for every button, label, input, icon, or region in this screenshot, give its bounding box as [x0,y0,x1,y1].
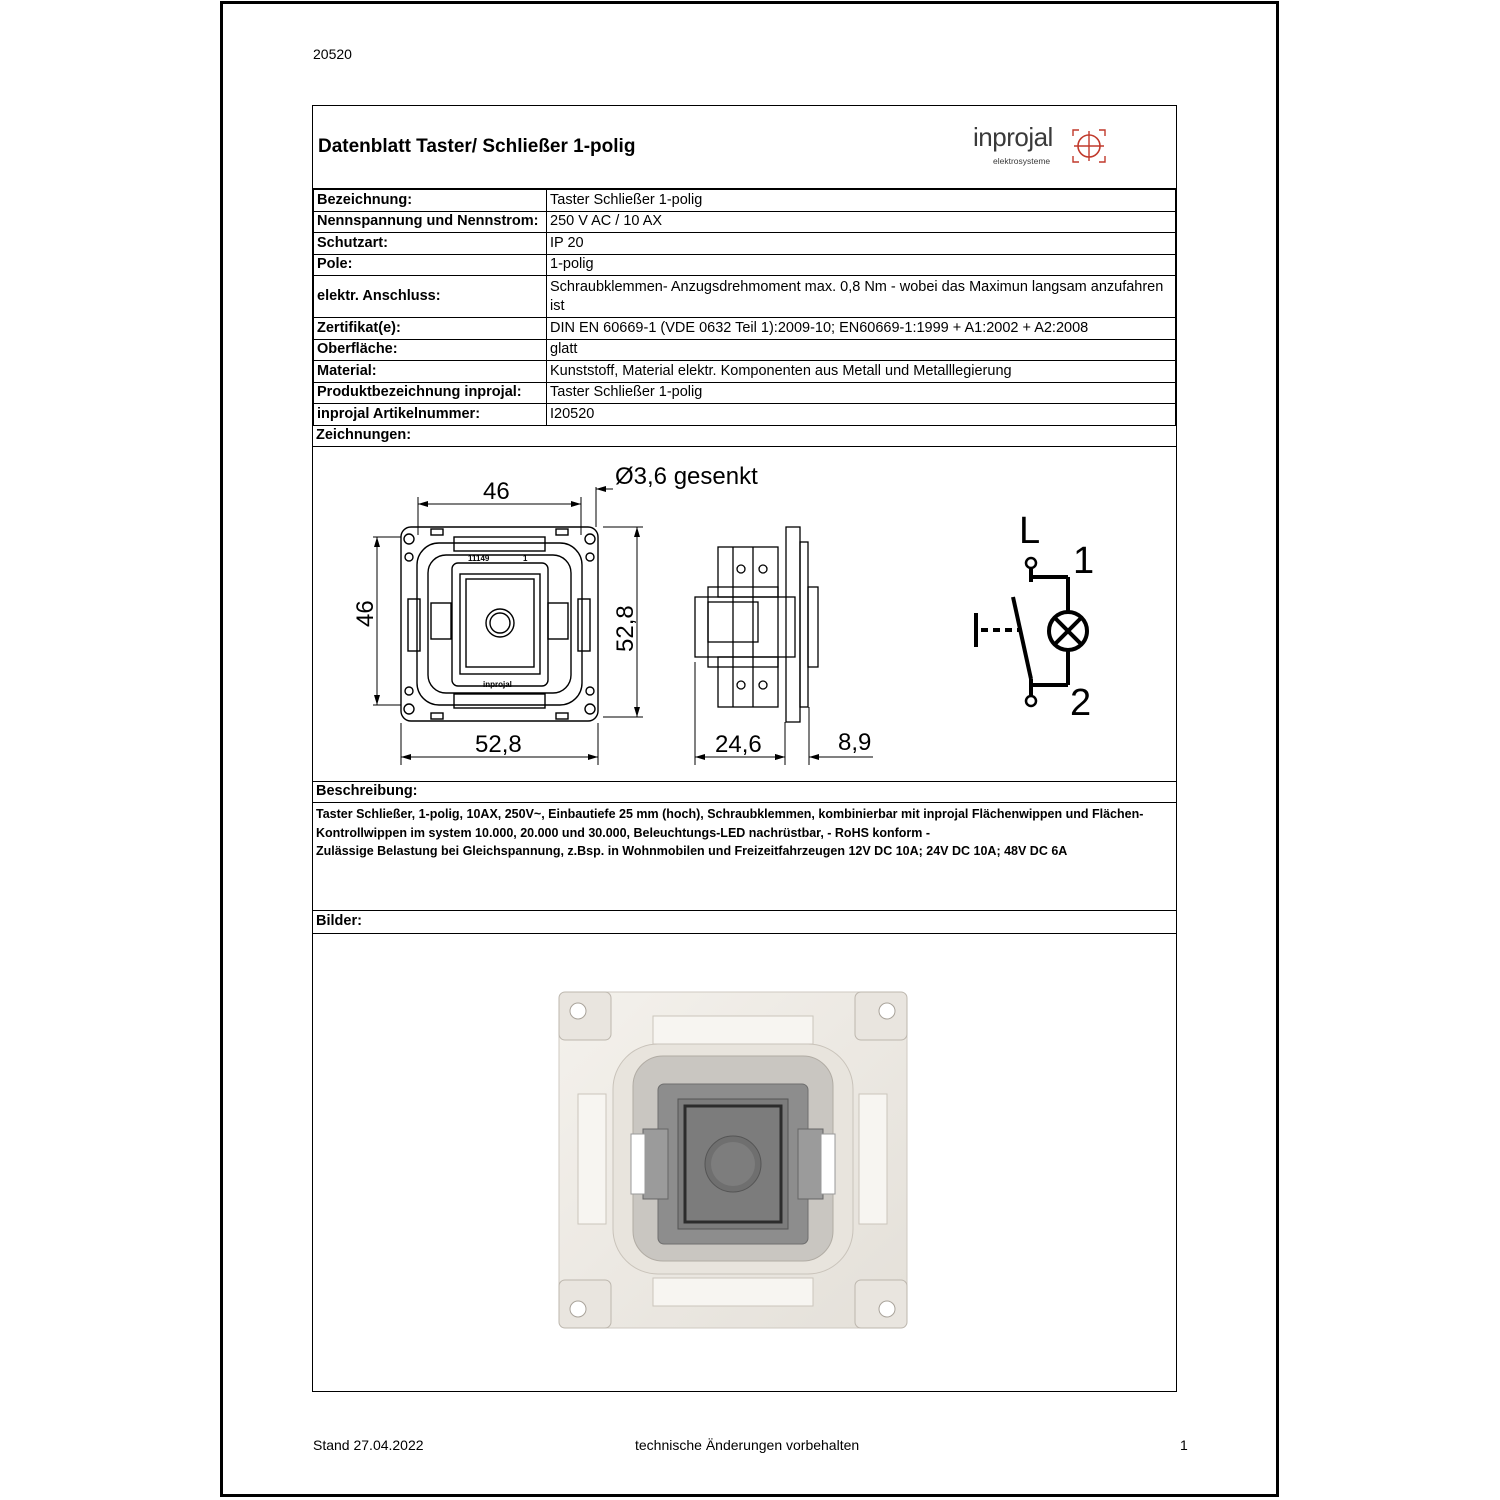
spec-key: Nennspannung und Nennstrom: [314,211,547,233]
spec-value: Schraubklemmen- Anzugsdrehmoment max. 0,8 Nm - wobei das Maximun langsam anzufahren ist [547,276,1176,318]
schematic-label-2: 2 [1070,682,1092,724]
page-title: Datenblatt Taster/ Schließer 1-polig [318,136,636,157]
spec-value: Kunststoff, Material elektr. Komponenten aus Metall und Metalllegierung [547,361,1176,383]
description-text [313,803,1176,911]
spec-row [314,404,1176,426]
dim-bottom-width: 52,8 [475,731,522,758]
spec-key: Pole: [314,254,547,276]
spec-row [314,382,1176,404]
datasheet [312,105,1177,1392]
side-view [695,527,818,722]
spec-value: I20520 [547,404,1176,426]
spec-key: Zertifikat(e): [314,318,547,340]
dim-right-height: 52,8 [612,605,639,652]
spec-key: Produktbezeichnung inprojal: [314,382,547,404]
logo-word: inprojal [973,122,1053,152]
spec-value: DIN EN 60669-1 (VDE 0632 Teil 1):2009-10; EN60669-1:1999 + A1:2002 + A2:2008 [547,318,1176,340]
logo-mark-icon [1071,128,1107,164]
spec-row [314,211,1176,233]
technical-drawings [313,447,1176,782]
footer-page-number: 1 [1180,1437,1188,1453]
spec-row [314,190,1176,212]
description-line: Zulässige Belastung bei Gleichspannung, z.Bsp. in Wohnmobilen und Freizeitfahrzeugen 12V DC 10A; 24V DC 10A; 48V DC 6A [316,844,1068,858]
description-line: Taster Schließer, 1-polig, 10AX, 250V~, Einbautiefe 25 mm (hoch), Schraubklemmen, kombinierbar mit inprojal Flächenwippen und Flächen- [316,807,1144,821]
spec-value: Taster Schließer 1-polig [547,382,1176,404]
pictures-heading: Bilder: [313,911,1176,934]
title-bar [313,106,1176,189]
logo-subtitle: elektrosysteme [993,156,1051,166]
dim-hole: Ø3,6 gesenkt [615,463,758,490]
dim-side-depth: 24,6 [715,731,762,758]
spec-row [314,361,1176,383]
dim-top-width: 46 [483,478,510,505]
company-logo [969,118,1119,178]
spec-table [313,189,1176,426]
spec-value: IP 20 [547,233,1176,255]
drawings-heading: Zeichnungen: [313,425,1176,447]
spec-row [314,318,1176,340]
product-photo [313,934,1176,1391]
spec-row [314,254,1176,276]
description-heading: Beschreibung: [313,781,1176,803]
document-number: 20520 [313,46,352,62]
dimension-drawing [313,447,1176,781]
spec-value: 250 V AC / 10 AX [547,211,1176,233]
spec-key: Bezeichnung: [314,190,547,212]
dim-left-height: 46 [352,600,379,627]
part-code-suffix: 1 [523,554,528,563]
schematic-label-1: 1 [1073,540,1095,582]
schematic-label-l: L [1019,510,1041,552]
footer-date: Stand 27.04.2022 [313,1437,424,1453]
spec-key: Material: [314,361,547,383]
spec-row [314,276,1176,318]
push-button-insert-image [313,934,1176,1391]
spec-key: Schutzart: [314,233,547,255]
description-line: Kontrollwippen im system 10.000, 20.000 und 30.000, Beleuchtungs-LED nachrüstbar, - RoHS konform - [316,825,931,840]
drawing-brand: inprojal [483,680,512,689]
spec-row [314,233,1176,255]
spec-value: 1-polig [547,254,1176,276]
spec-key: Oberfläche: [314,339,547,361]
spec-value: glatt [547,339,1176,361]
spec-key: inprojal Artikelnummer: [314,404,547,426]
spec-value: Taster Schließer 1-polig [547,190,1176,212]
spec-row [314,339,1176,361]
dim-side-plate: 8,9 [838,729,872,756]
spec-key: elektr. Anschluss: [314,276,547,318]
footer-note: technische Änderungen vorbehalten [635,1437,860,1453]
part-code: 11149 [468,554,490,563]
